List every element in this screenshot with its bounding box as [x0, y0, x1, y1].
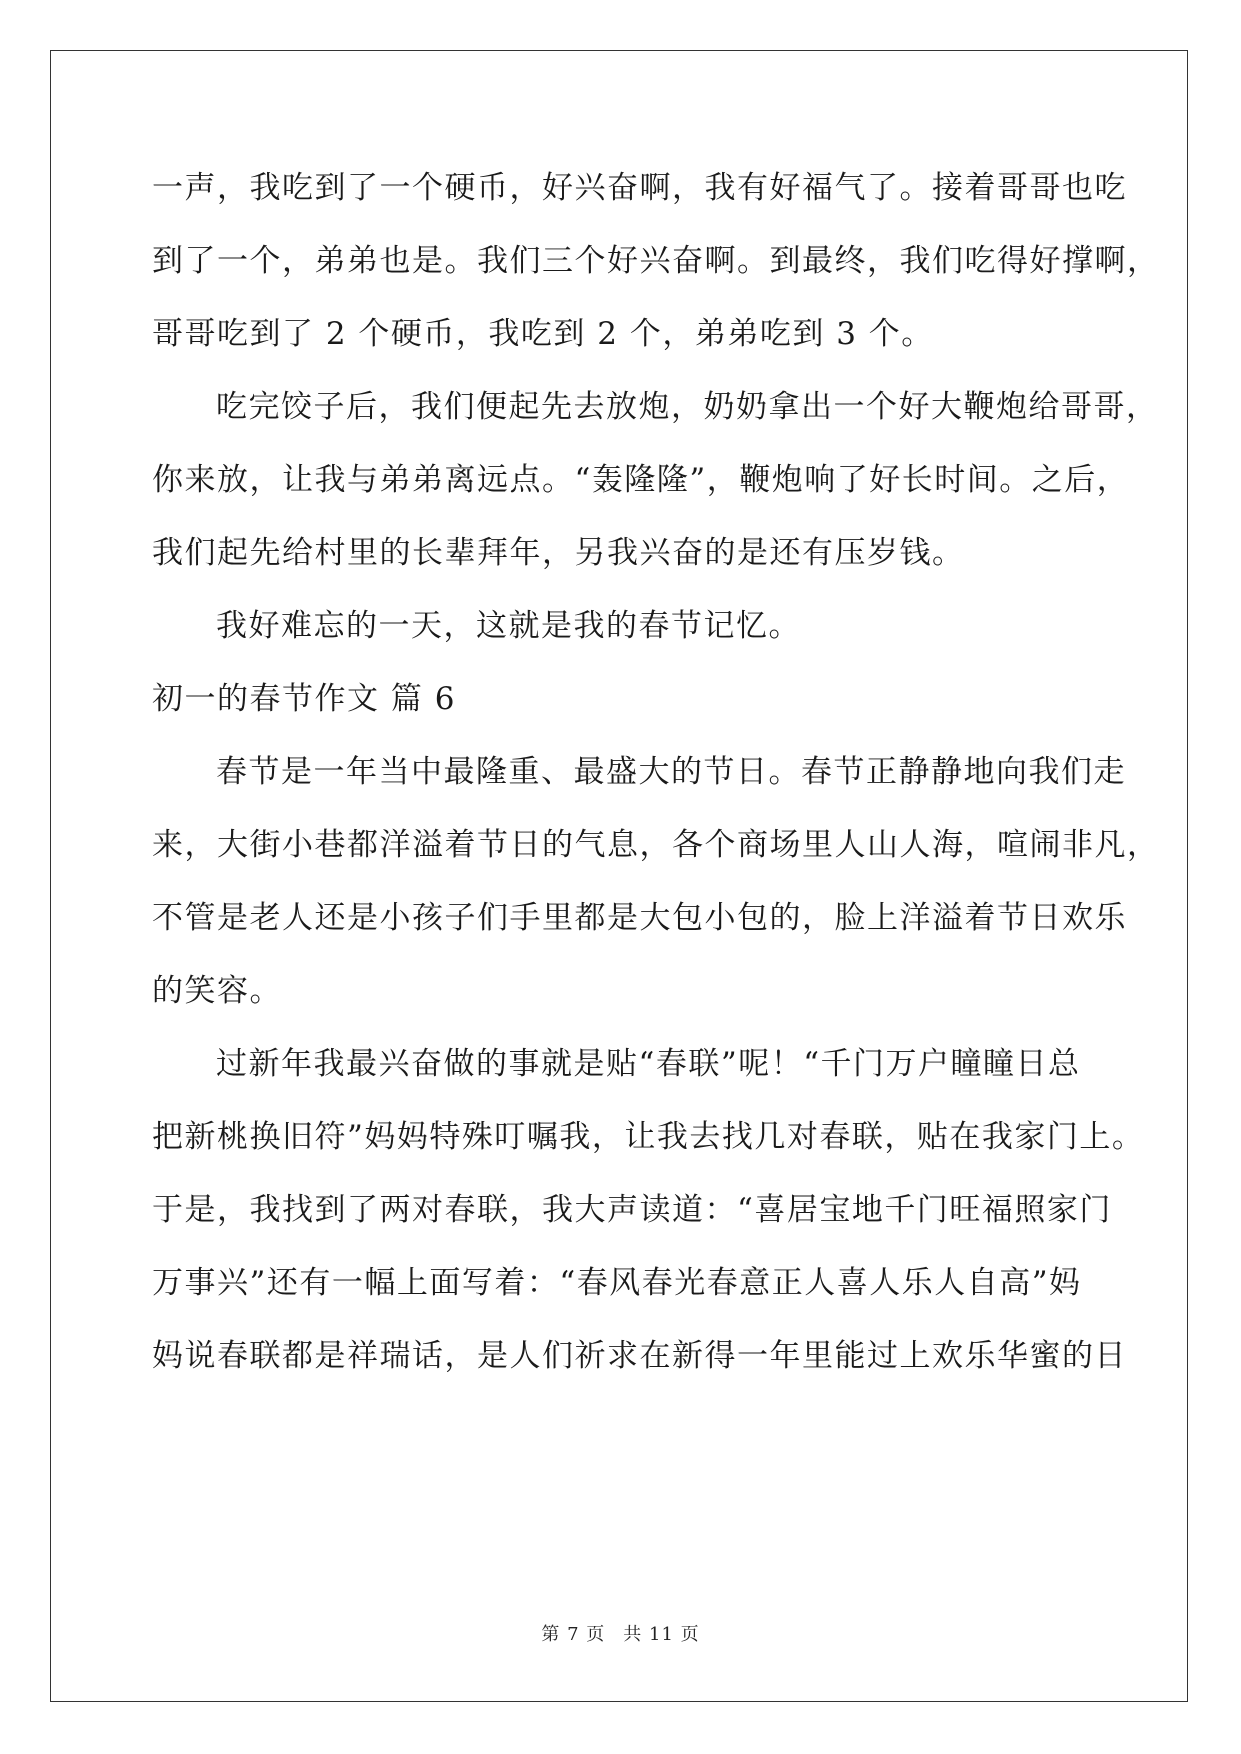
paragraph-start-line: 吃完饺子后，我们便起先去放炮，奶奶拿出一个好大鞭炮给哥哥， — [216, 389, 1159, 425]
text-line: 来，大街小巷都洋溢着节日的气息，各个商场里人山人海，喧闹非凡， — [152, 827, 1160, 863]
paragraph-start-line: 我好难忘的一天，这就是我的春节记忆。 — [216, 608, 801, 644]
text-line: 的笑容。 — [152, 973, 282, 1009]
text-line: 不管是老人还是小孩子们手里都是大包小包的，脸上洋溢着节日欢乐 — [152, 900, 1127, 936]
text-line: 到了一个，弟弟也是。我们三个好兴奋啊。到最终，我们吃得好撑啊， — [152, 243, 1160, 279]
text-line: 于是，我找到了两对春联，我大声读道：“喜居宝地千门旺福照家门 — [152, 1192, 1112, 1228]
paragraph-start-line: 过新年我最兴奋做的事就是贴“春联”呢！“千门万户瞳瞳日总 — [216, 1046, 1081, 1082]
text-line: 把新桃换旧符”妈妈特殊叮嘱我，让我去找几对春联，贴在我家门上。 — [152, 1119, 1145, 1155]
text-line: 妈说春联都是祥瑞话，是人们祈求在新得一年里能过上欢乐华蜜的日 — [152, 1338, 1127, 1374]
page-number: 第 7 页 — [541, 1624, 606, 1645]
section-heading: 初一的春节作文 篇 6 — [152, 681, 456, 717]
paragraph-start-line: 春节是一年当中最隆重、最盛大的节日。春节正静静地向我们走 — [216, 754, 1126, 790]
text-line: 你来放，让我与弟弟离远点。“轰隆隆”，鞭炮响了好长时间。之后， — [152, 462, 1130, 498]
text-line: 万事兴”还有一幅上面写着：“春风春光春意正人喜人乐人自高”妈 — [152, 1265, 1082, 1301]
page-border — [50, 50, 1188, 1702]
page-footer — [0, 1620, 1241, 1646]
text-line: 我们起先给村里的长辈拜年，另我兴奋的是还有压岁钱。 — [152, 535, 965, 571]
page-total: 共 11 页 — [623, 1624, 700, 1645]
text-line: 一声，我吃到了一个硬币，好兴奋啊，我有好福气了。接着哥哥也吃 — [152, 170, 1127, 206]
text-line: 哥哥吃到了 2 个硬币，我吃到 2 个，弟弟吃到 3 个。 — [152, 316, 934, 352]
